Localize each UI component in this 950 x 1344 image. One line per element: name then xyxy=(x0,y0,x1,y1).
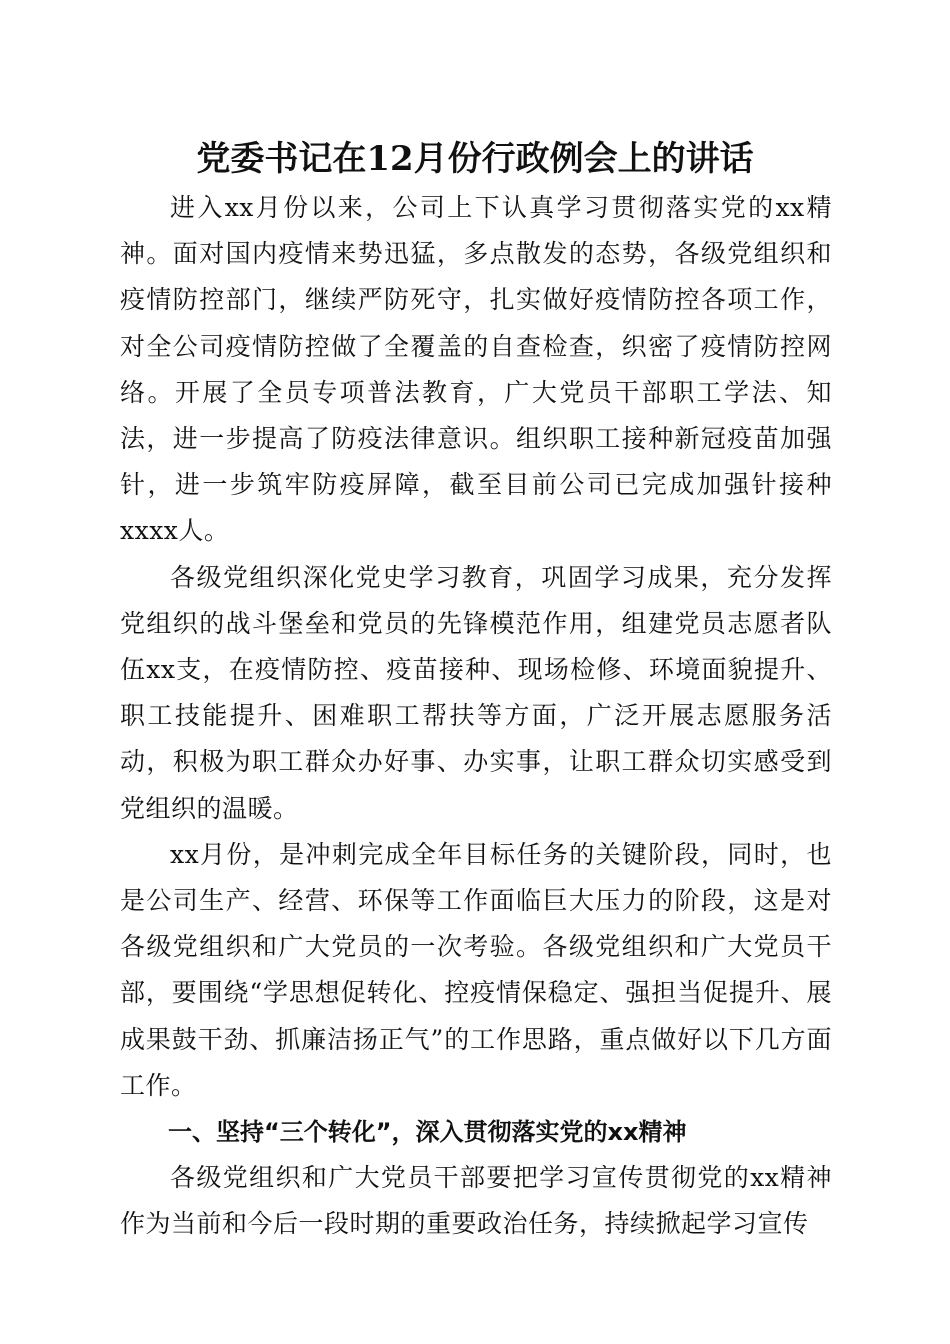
paragraph-key-tasks: xx月份，是冲刺完成全年目标任务的关键阶段，同时，也是公司生产、经营、环保等工作面临巨大压力的阶段，这是对各级党组织和广大党员的一次考验。各级党组织和广大党员干部，要围绕“学思想促转化、控疫情保稳定、强担当促提升、展成果鼓干劲、抓廉洁扬正气”的工作思路，重点做好以下几方面工作。 xyxy=(120,839,832,1100)
paragraph-section-one: 各级党组织和广大党员干部要把学习宣传贯彻党的xx精神作为当前和今后一段时期的重要政治任务，持续掀起学习宣传 xyxy=(120,1163,832,1239)
paragraph-epidemic-prevention: 进入xx月份以来，公司上下认真学习贯彻落实党的xx精神。面对国内疫情来势迅猛，多点散发的态势，各级党组织和疫情防控部门，继续严防死守，扎实做好疫情防控各项工作，对全公司疫情防控做了全覆盖的自查检查，织密了疫情防控网络。开展了全员专项普法教育，广大党员干部职工学法、知法，进一步提高了防疫法律意识。组织职工接种新冠疫苗加强针，进一步筑牢防疫屏障，截至目前公司已完成加强针接种xxxx人。 xyxy=(120,193,832,546)
section-heading-one: 一、坚持“三个转化”，深入贯彻落实党的xx精神 xyxy=(168,1118,687,1147)
document-body xyxy=(120,185,832,1248)
paragraph-party-history-education: 各级党组织深化党史学习教育，巩固学习成果，充分发挥党组织的战斗堡垒和党员的先锋模范作用，组建党员志愿者队伍xx支，在疫情防控、疫苗接种、现场检修、环境面貌提升、职工技能提升、困难职工帮扶等方面，广泛开展志愿服务活动，积极为职工群众办好事、办实事，让职工群众切实感受到党组织的温暖。 xyxy=(120,562,832,823)
document-title: 党委书记在12月份行政例会上的讲话 xyxy=(196,139,754,179)
